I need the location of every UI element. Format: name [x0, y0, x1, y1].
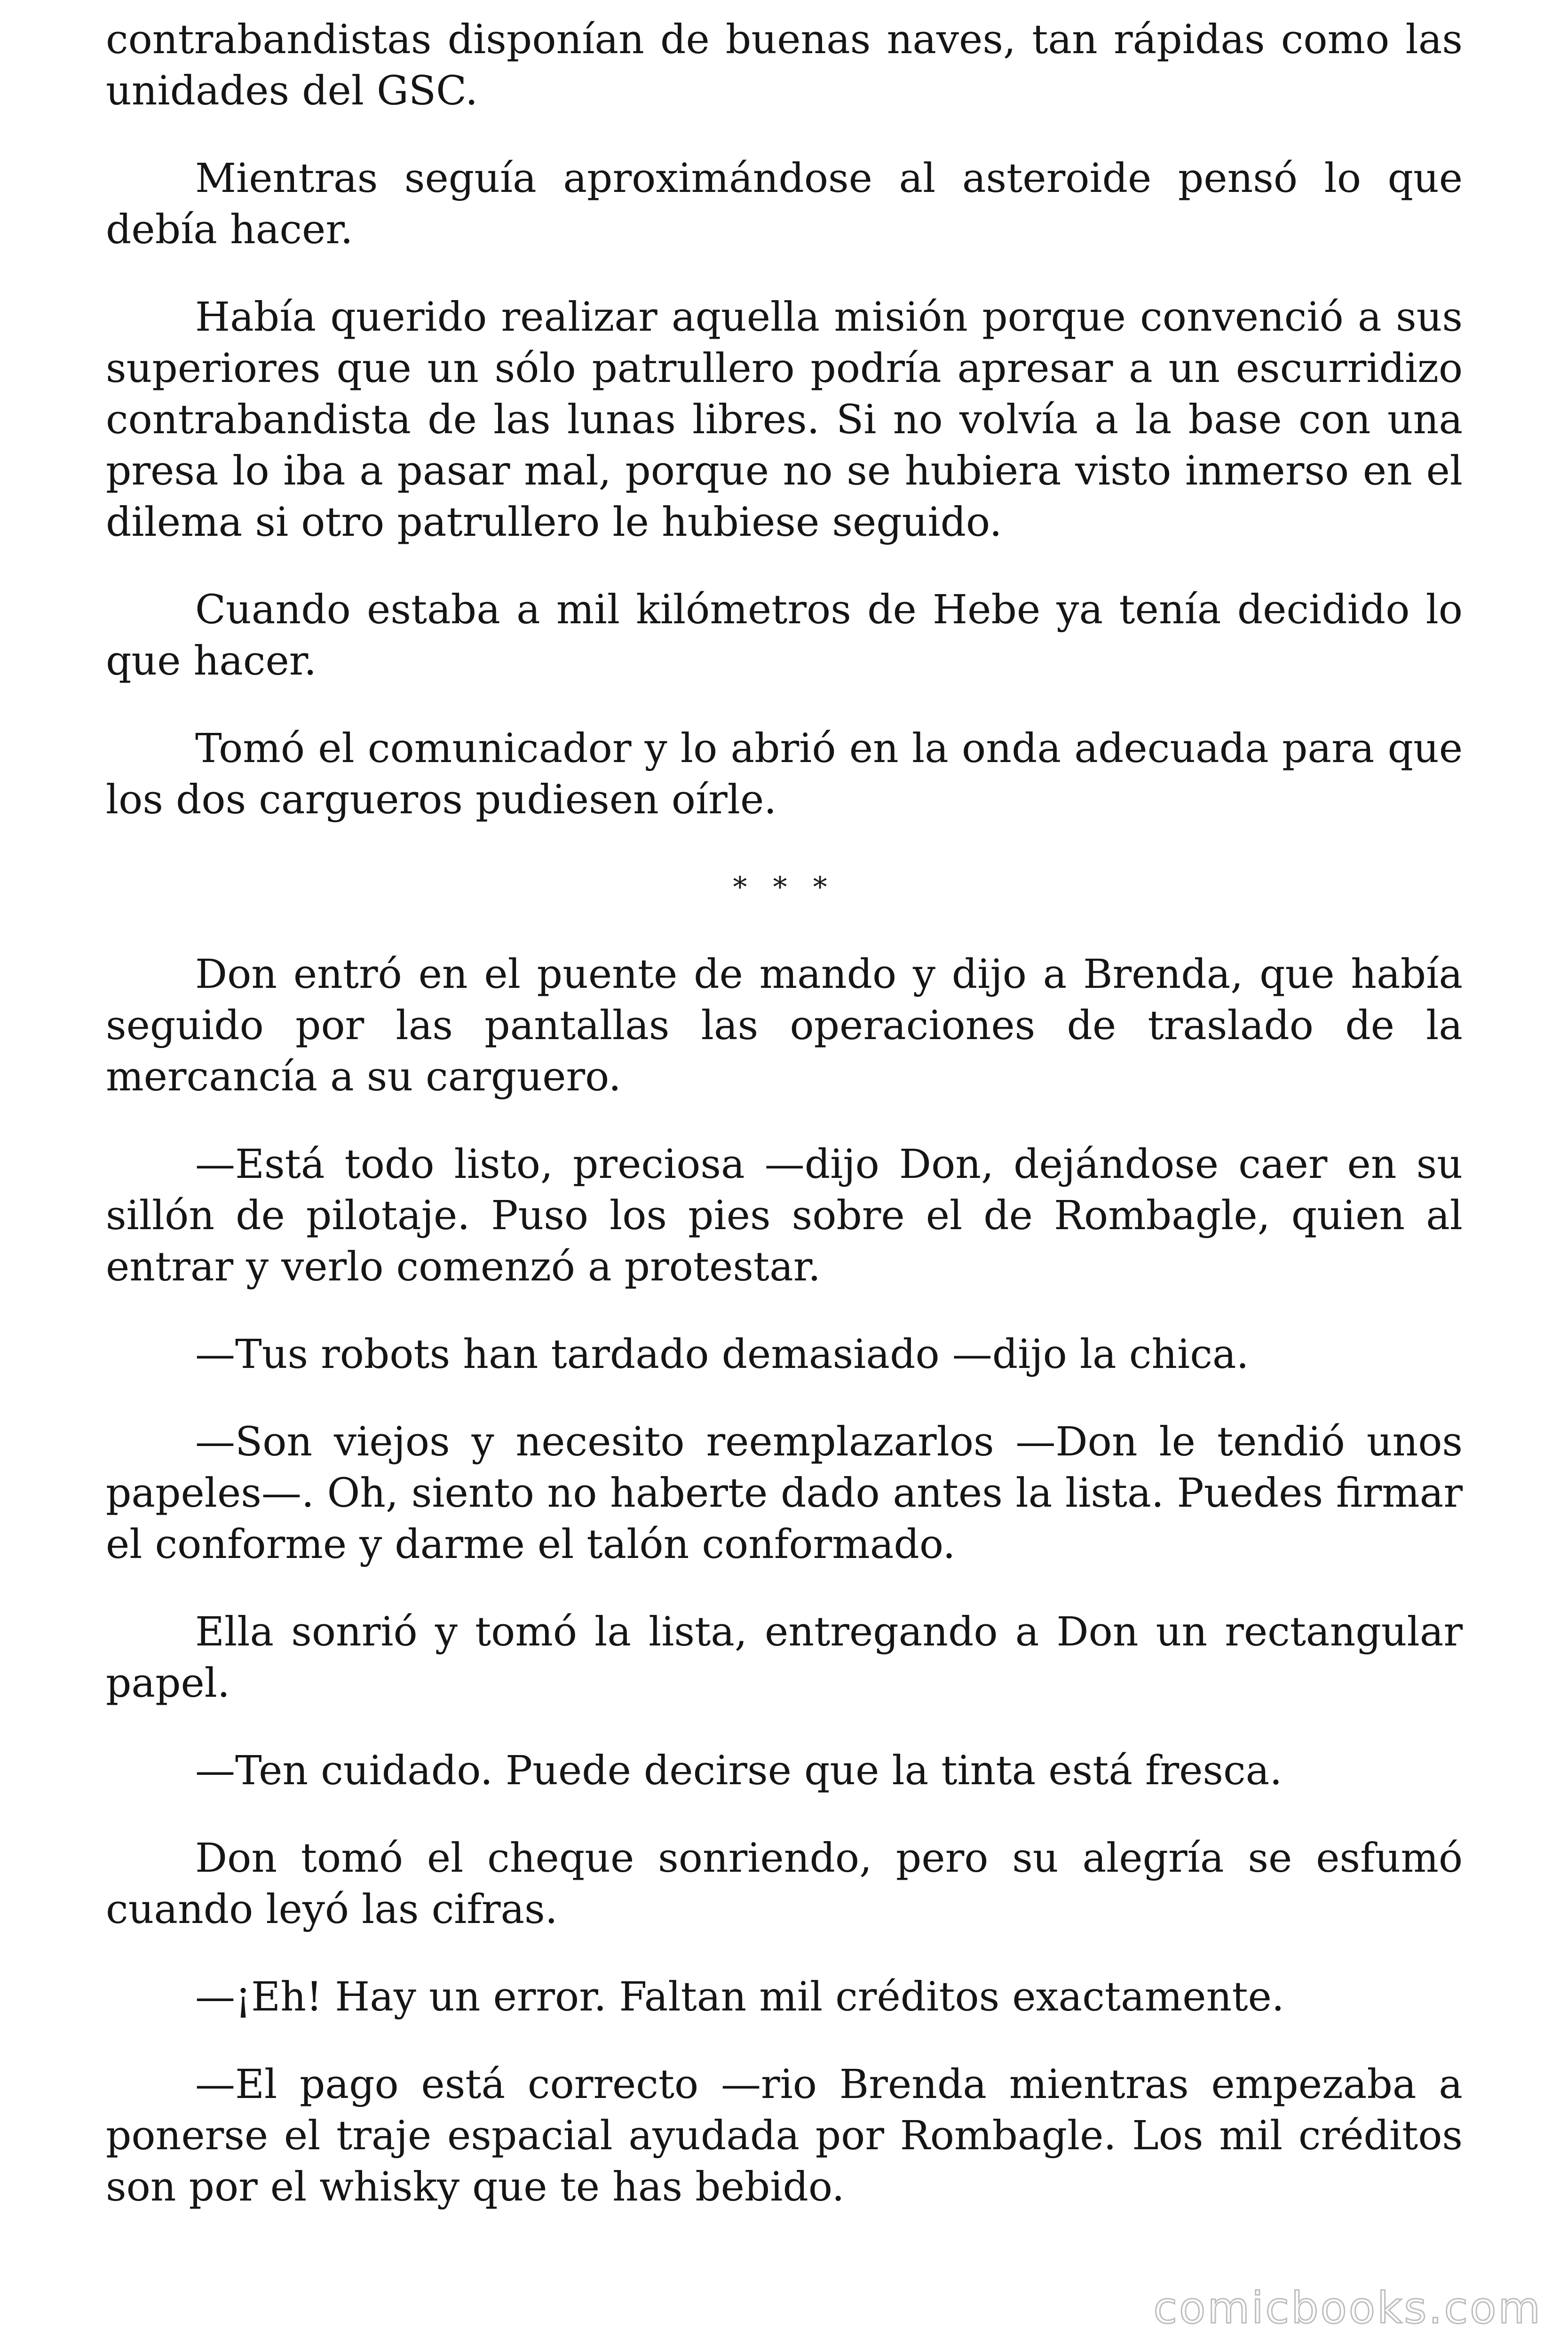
- page-text: [106, 14, 1463, 2249]
- paragraph: Había querido realizar aquella misión porque convenció a sus superiores que un sólo patrullero podría apresar a un escurridizo contrabandista de las lunas libres. Si no volvía a la base con una presa lo iba a pasar mal, porque no se hubiera visto inmerso en el dilema si otro patrullero le hubiese seguido.: [106, 294, 1463, 546]
- paragraph: Mientras seguía aproximándose al asteroide pensó lo que debía hacer.: [106, 155, 1463, 253]
- paragraph-continuation: contrabandistas disponían de buenas naves, tan rápidas como las unidades del GSC.: [106, 16, 1463, 114]
- paragraph: —El pago está correcto —rio Brenda mientras empezaba a ponerse el traje espacial ayudada por Rombagle. Los mil créditos son por el whisky que te has bebido.: [106, 2061, 1463, 2210]
- paragraph: —Está todo listo, preciosa —dijo Don, dejándose caer en su sillón de pilotaje. Puso los pies sobre el de Rombagle, quien al entrar y verlo comenzó a protestar.: [106, 1141, 1463, 1290]
- paragraph: Ella sonrió y tomó la lista, entregando a Don un rectangular papel.: [106, 1609, 1463, 1707]
- paragraph: —Son viejos y necesito reemplazarlos —Don le tendió unos papeles—. Oh, siento no haberte dado antes la lista. Puedes firmar el conforme y darme el talón conformado.: [106, 1419, 1463, 1568]
- paragraph: Tomó el comunicador y lo abrió en la onda adecuada para que los dos cargueros pudiesen oírle.: [106, 725, 1463, 823]
- paragraph: Don entró en el puente de mando y dijo a Brenda, que había seguido por las pantallas las operaciones de traslado de la mercancía a su carguero.: [106, 951, 1463, 1100]
- paragraph: —Tus robots han tardado demasiado —dijo la chica.: [195, 1331, 1249, 1378]
- section-separator: * * *: [733, 871, 836, 904]
- paragraph: —Ten cuidado. Puede decirse que la tinta está fresca.: [195, 1748, 1283, 1794]
- paragraph: Don tomó el cheque sonriendo, pero su alegría se esfumó cuando leyó las cifras.: [106, 1835, 1463, 1933]
- watermark-text: comicbooks.com: [1153, 2283, 1542, 2333]
- paragraph: —¡Eh! Hay un error. Faltan mil créditos exactamente.: [195, 1974, 1284, 2020]
- paragraph: Cuando estaba a mil kilómetros de Hebe ya tenía decidido lo que hacer.: [106, 587, 1463, 684]
